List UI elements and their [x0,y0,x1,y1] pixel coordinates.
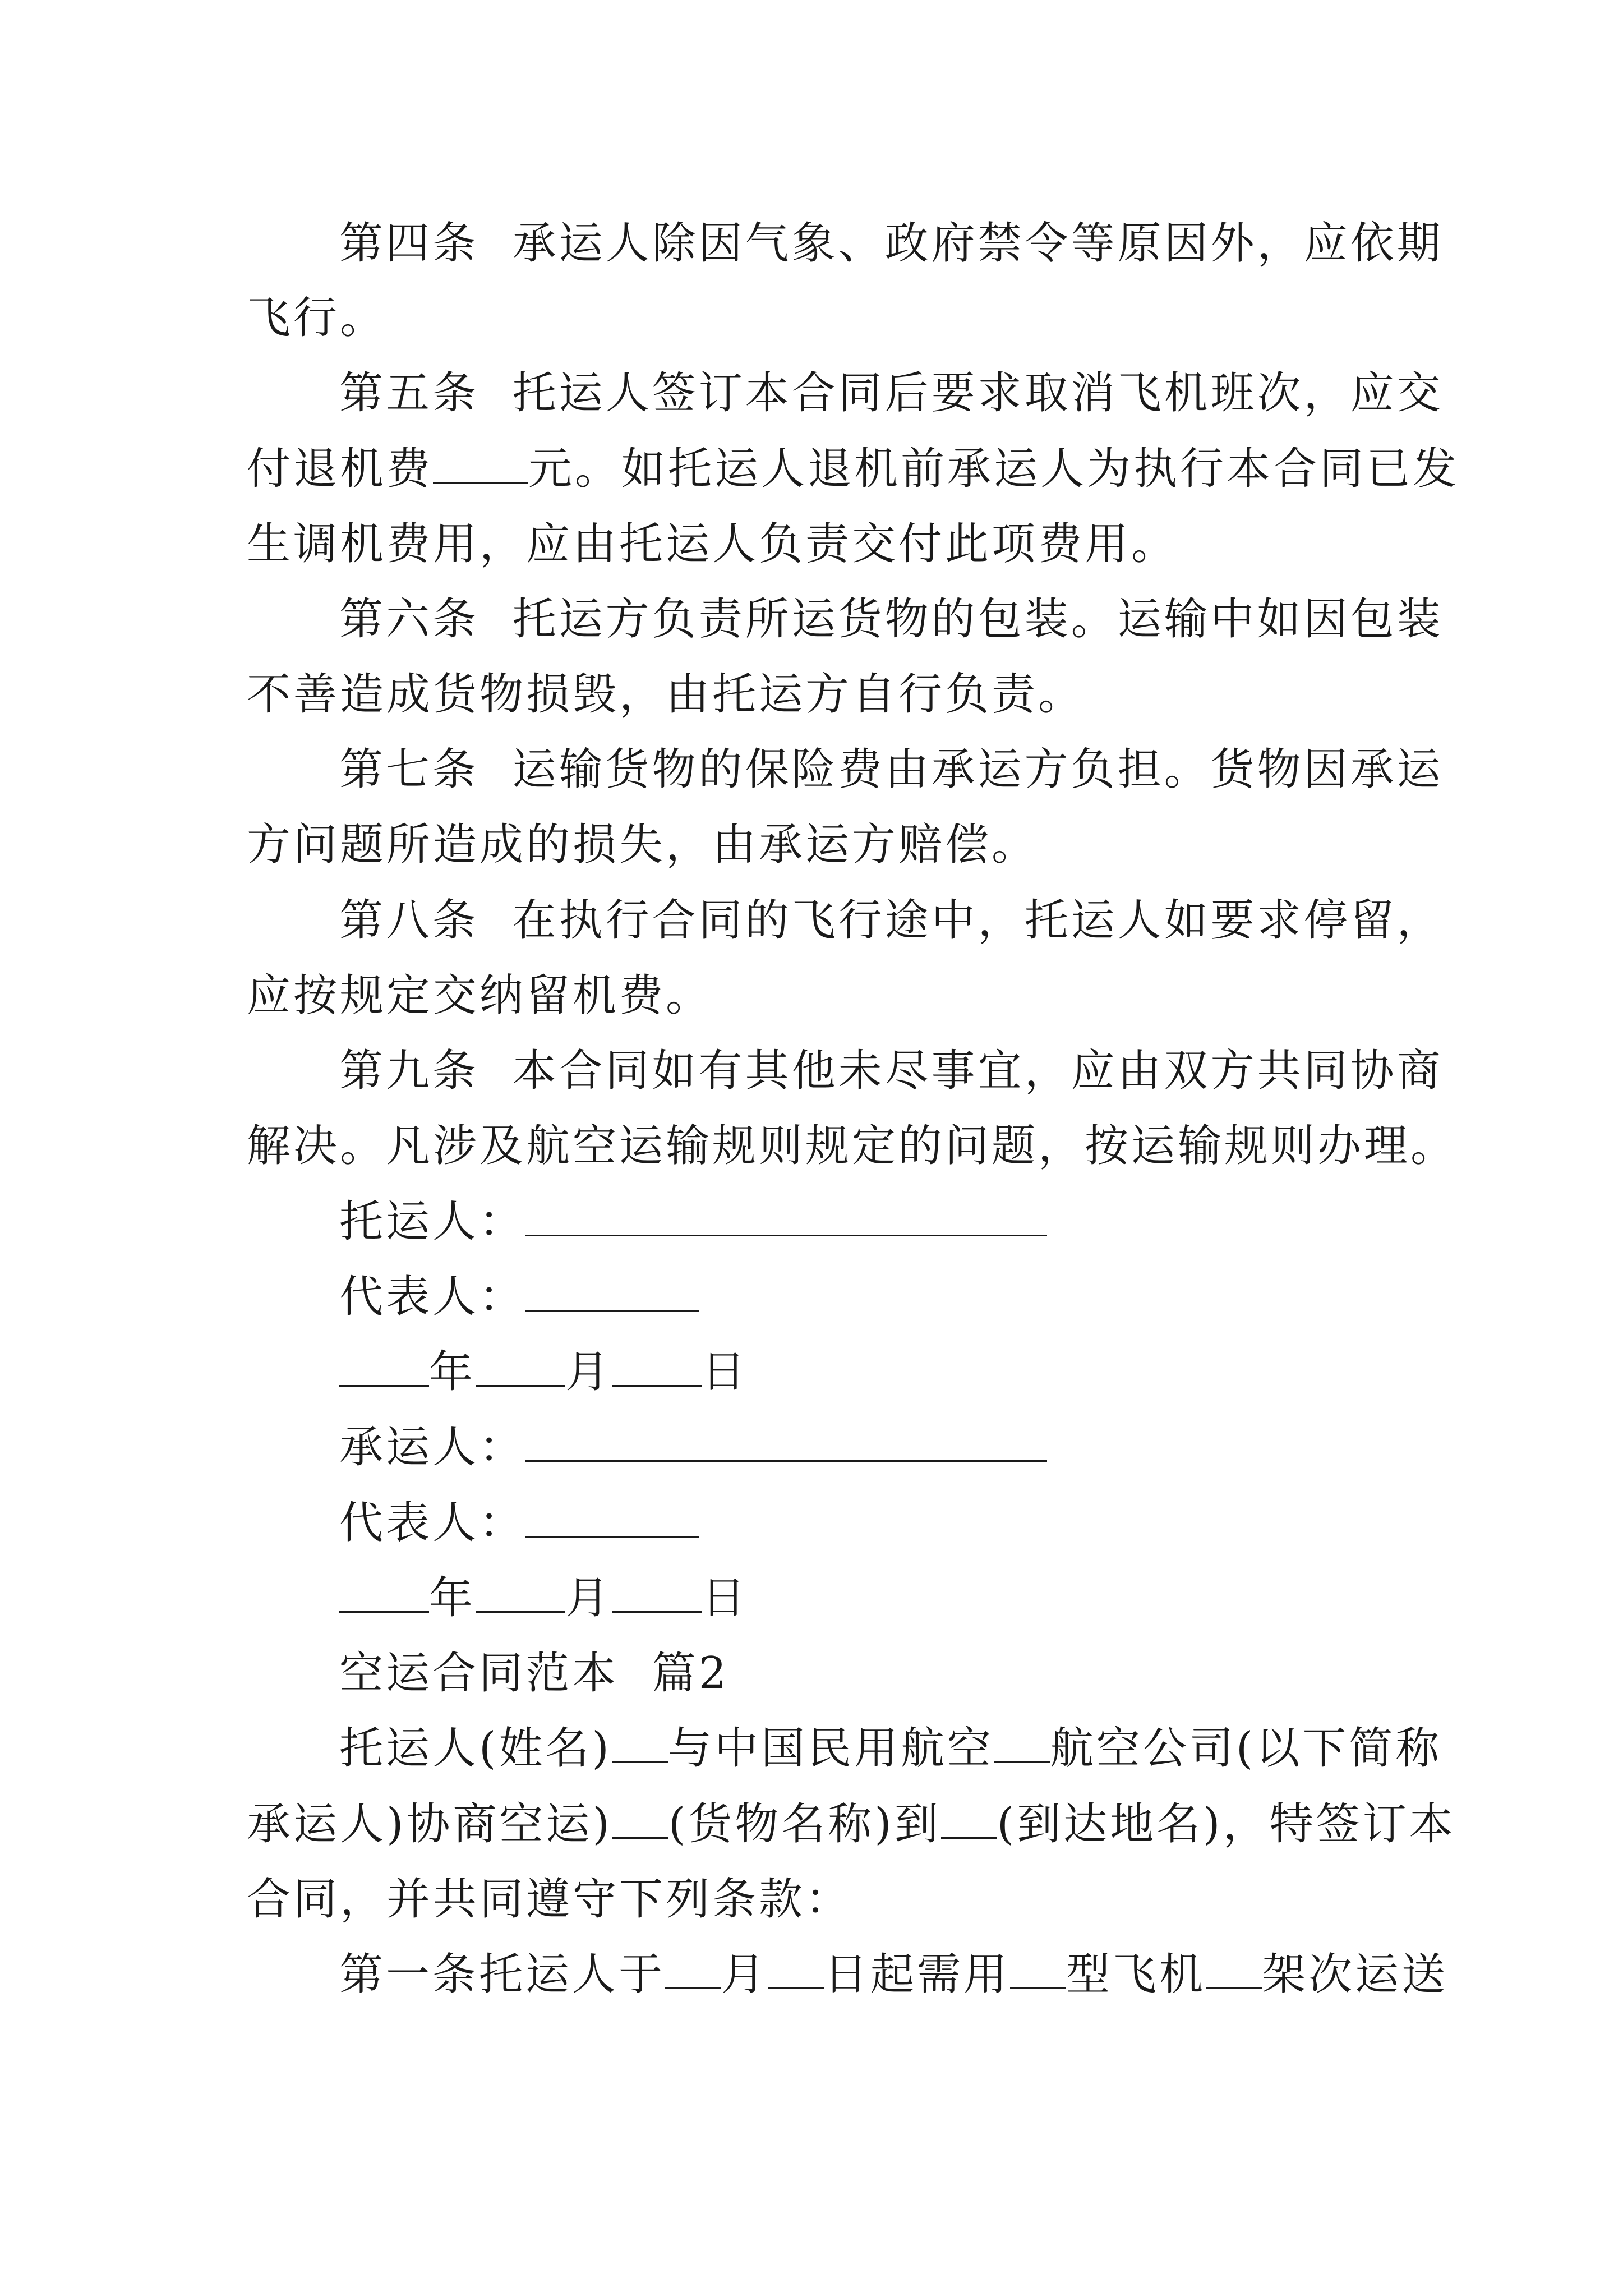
article-7-line-1: 第七条 运输货物的保险费由承运方负担。货物因承运 [339,744,1444,795]
article-5-text: 付退机费 [247,444,434,494]
article-1-text: 架次运送 [1262,1949,1449,2000]
intro-text: (货物名称)到 [668,1799,941,1849]
representative-1-line [339,1272,699,1322]
representative-1-blank [525,1275,699,1312]
article-1-text: 型飞机 [1066,1949,1206,2000]
article-1-day-blank [768,1953,824,1989]
fee-blank [433,447,528,484]
shipper-label: 托运人： [339,1197,526,1247]
article-6-line-1: 第六条 托运方负责所运货物的包装。运输中如因包装 [339,594,1444,645]
destination-blank [941,1802,997,1839]
article-8-line-2: 应按规定交纳留机费。 [247,970,713,1021]
intro-text: 托运人(姓名) [339,1723,612,1774]
article-1-text: 日起需用 [824,1949,1011,2000]
article-4-line-2: 飞行。 [247,293,387,343]
article-6-line-2: 不善造成货物损毁，由托运方自行负责。 [247,669,1085,720]
representative-1-label: 代表人： [339,1272,526,1322]
section-2-article-1-line-1 [339,1949,1449,2000]
intro-text: (到达地名)，特签订本 [997,1799,1456,1849]
section-2-heading: 空运合同范本 篇2 [339,1648,730,1699]
month-blank [476,1350,565,1387]
aircraft-type-blank [1010,1953,1066,1989]
goods-blank [612,1802,668,1839]
date-2-line [339,1573,749,1623]
article-4-line-1: 第四条 承运人除因气象、政府禁令等原因外，应依期 [339,218,1444,269]
section-2-intro-line-3: 合同，并共同遵守下列条款： [247,1874,852,1925]
article-5-line-1: 第五条 托运人签订本合同后要求取消飞机班次，应交 [339,368,1444,418]
article-5-line-2 [247,444,1460,494]
intro-text: 与中国民用航空 [667,1723,994,1774]
article-1-text: 月 [721,1949,768,2000]
intro-text: 承运人)协商空运) [247,1799,612,1849]
intro-text: 航空公司(以下简称 [1049,1723,1442,1774]
carrier-blank [525,1425,1047,1462]
section-2-intro-line-2 [247,1799,1456,1849]
representative-2-label: 代表人： [339,1498,526,1548]
day-blank [612,1350,702,1387]
year-blank [339,1576,429,1613]
article-1-month-blank [665,1953,721,1989]
date-1-line [339,1347,749,1397]
year-label: 年 [429,1573,476,1623]
shipper-name-blank [612,1727,668,1763]
flight-count-blank [1206,1953,1262,1989]
article-1-text: 第一条托运人于 [339,1949,666,2000]
representative-2-line [339,1498,699,1548]
article-8-line-1: 第八条 在执行合同的飞行途中，托运人如要求停留， [339,895,1444,946]
representative-2-blank [525,1501,699,1538]
article-5-text: 元。如托运人退机前承运人为执行本合同已发 [528,444,1460,494]
article-7-line-2: 方问题所造成的损失，由承运方赔偿。 [247,820,1039,870]
section-2-intro-line-1 [339,1723,1442,1774]
article-9-line-2: 解决。凡涉及航空运输规则规定的问题，按运输规则办理。 [247,1121,1458,1171]
shipper-blank [525,1200,1047,1236]
day-blank [612,1576,702,1613]
shipper-signature-line [339,1197,1047,1247]
article-9-line-1: 第九条 本合同如有其他未尽事宜，应由双方共同协商 [339,1046,1444,1096]
month-blank [476,1576,565,1613]
airline-blank [994,1727,1050,1763]
day-label: 日 [702,1347,749,1397]
year-blank [339,1350,429,1387]
month-label: 月 [565,1347,612,1397]
day-label: 日 [702,1573,749,1623]
carrier-signature-line [339,1422,1047,1473]
carrier-label: 承运人： [339,1422,526,1473]
year-label: 年 [429,1347,476,1397]
article-5-line-3: 生调机费用，应由托运人负责交付此项费用。 [247,519,1178,569]
month-label: 月 [565,1573,612,1623]
